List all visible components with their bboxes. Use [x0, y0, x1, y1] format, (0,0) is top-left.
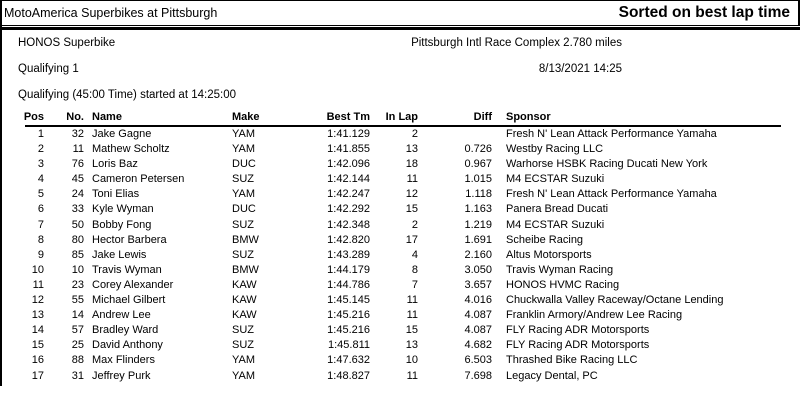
in-lap-cell: 10 [405, 354, 418, 367]
table-header-row [0, 107, 800, 127]
in-lap-cell: 11 [406, 294, 418, 307]
best-time-cell: 1:41.129 [327, 128, 370, 140]
sponsor-cell: Westby Racing LLC [506, 143, 604, 156]
make-cell: YAM [232, 128, 256, 140]
name-cell: Andrew Lee [92, 309, 151, 322]
event-info [0, 37, 800, 115]
make-cell: KAW [232, 294, 257, 307]
table-row [0, 293, 800, 308]
name-cell: Jake Gagne [92, 128, 152, 140]
in-lap-cell: 13 [405, 339, 418, 352]
column-header-sponsor: Sponsor [506, 111, 551, 123]
in-lap-cell: 15 [405, 203, 418, 216]
make-cell: KAW [232, 309, 257, 322]
in-lap-cell: 12 [405, 188, 418, 201]
best-time-cell: 1:44.179 [327, 263, 370, 276]
sponsor-cell: Chuckwalla Valley Raceway/Octane Lending [506, 294, 724, 307]
best-time-cell: 1:44.786 [327, 278, 370, 291]
diff-cell: 7.698 [464, 369, 492, 382]
number-cell: 24 [71, 188, 84, 201]
session-datetime: 8/13/2021 14:25 [538, 63, 622, 75]
number-cell: 14 [71, 309, 84, 322]
name-cell: Loris Baz [92, 158, 138, 171]
diff-cell: 1.219 [464, 218, 492, 231]
sponsor-cell: M4 ECSTAR Suzuki [506, 173, 605, 186]
number-cell: 55 [71, 294, 84, 307]
name-cell: Kyle Wyman [92, 203, 154, 216]
diff-cell: 3.657 [464, 278, 492, 291]
table-row [0, 157, 800, 172]
name-cell: Hector Barbera [92, 233, 167, 246]
make-cell: DUC [232, 158, 256, 171]
name-cell: Cameron Petersen [92, 173, 185, 186]
column-header-diff: Diff [473, 111, 492, 123]
diff-cell: 1.015 [464, 173, 492, 186]
number-cell: 25 [71, 339, 84, 352]
pos-cell: 13 [31, 309, 44, 322]
sponsor-cell: Warhorse HSBK Racing Ducati New York [506, 158, 708, 171]
best-time-cell: 1:42.144 [327, 173, 370, 186]
table-row [0, 233, 800, 248]
in-lap-cell: 11 [406, 173, 418, 186]
sponsor-cell: Franklin Armory/Andrew Lee Racing [506, 309, 683, 322]
sponsor-cell: FLY Racing ADR Motorsports [506, 324, 650, 337]
number-cell: 76 [71, 158, 84, 171]
pos-cell: 10 [31, 263, 44, 276]
best-time-cell: 1:43.289 [327, 248, 370, 261]
pos-cell: 17 [31, 369, 44, 382]
name-cell: Bradley Ward [92, 324, 159, 337]
best-time-cell: 1:45.216 [327, 309, 370, 322]
name-cell: Toni Elias [92, 188, 140, 201]
sponsor-cell: Travis Wyman Racing [506, 263, 614, 276]
diff-cell: 1.691 [464, 233, 492, 246]
best-time-cell: 1:42.096 [327, 158, 370, 171]
table-row [0, 127, 800, 142]
diff-cell: 3.050 [464, 263, 492, 276]
pos-cell: 4 [37, 173, 44, 186]
diff-cell: 4.087 [464, 309, 492, 322]
number-cell: 80 [71, 233, 84, 246]
name-cell: Travis Wyman [92, 263, 162, 276]
number-cell: 85 [71, 248, 84, 261]
table-row [0, 278, 800, 293]
make-cell: SUZ [232, 248, 254, 261]
table-row [0, 353, 800, 368]
best-time-cell: 1:42.348 [327, 218, 370, 231]
number-cell: 50 [71, 218, 84, 231]
best-time-cell: 1:48.827 [327, 369, 370, 382]
title-band-thick-rule [0, 27, 800, 30]
table-row [0, 218, 800, 233]
table-row [0, 323, 800, 338]
in-lap-cell: 13 [405, 143, 418, 156]
sponsor-cell: Thrashed Bike Racing LLC [506, 354, 638, 367]
make-cell: YAM [232, 188, 256, 201]
diff-cell [420, 127, 494, 142]
in-lap-cell: 11 [406, 309, 418, 322]
best-time-cell: 1:45.145 [327, 294, 370, 307]
sponsor-cell: Fresh N' Lean Attack Performance Yamaha [506, 188, 717, 201]
diff-cell: 4.682 [464, 339, 492, 352]
in-lap-cell: 18 [405, 158, 418, 171]
number-cell: 31 [71, 369, 84, 382]
name-cell: David Anthony [92, 339, 163, 352]
make-cell: BMW [232, 263, 259, 276]
best-time-cell: 1:42.820 [327, 233, 370, 246]
table-row [0, 202, 800, 217]
number-cell: 32 [71, 128, 84, 140]
in-lap-cell: 7 [411, 278, 418, 291]
number-cell: 11 [72, 143, 84, 156]
pos-cell: 5 [37, 188, 44, 201]
pos-cell: 3 [37, 158, 44, 171]
best-time-cell: 1:42.292 [327, 203, 370, 216]
in-lap-cell: 4 [411, 248, 418, 261]
name-cell: Bobby Fong [92, 218, 152, 231]
report-title: MotoAmerica Superbikes at Pittsburgh [4, 6, 218, 20]
best-time-cell: 1:47.632 [327, 354, 370, 367]
diff-cell: 6.503 [464, 354, 492, 367]
name-cell: Max Flinders [92, 354, 155, 367]
pos-cell: 12 [31, 294, 44, 307]
sponsor-cell: FLY Racing ADR Motorsports [506, 339, 650, 352]
diff-cell: 0.726 [464, 143, 492, 156]
in-lap-cell: 15 [405, 324, 418, 337]
pos-cell: 11 [32, 278, 44, 291]
pos-cell: 9 [37, 248, 44, 261]
make-cell: BMW [232, 233, 259, 246]
name-cell: Jeffrey Purk [92, 369, 151, 382]
pos-cell: 14 [31, 324, 44, 337]
table-row [0, 248, 800, 263]
number-cell: 88 [71, 354, 84, 367]
best-time-cell: 1:45.216 [327, 324, 370, 337]
table-row [0, 172, 800, 187]
table-row [0, 263, 800, 278]
table-row [0, 369, 800, 384]
number-cell: 57 [71, 324, 84, 337]
name-cell: Jake Lewis [92, 248, 147, 261]
best-time-cell: 1:41.855 [327, 143, 370, 156]
number-cell: 23 [71, 278, 84, 291]
best-time-cell: 1:42.247 [327, 188, 370, 201]
number-cell: 45 [71, 173, 84, 186]
name-cell: Corey Alexander [92, 278, 174, 291]
session-name: Qualifying 1 [18, 63, 79, 75]
results-section [0, 107, 800, 384]
best-time-cell: 1:45.811 [327, 339, 370, 352]
column-header-make: Make [232, 111, 260, 123]
title-band [0, 0, 800, 26]
sponsor-cell: Fresh N' Lean Attack Performance Yamaha [506, 128, 717, 140]
sponsor-cell: Scheibe Racing [506, 233, 584, 246]
diff-cell: 1.163 [464, 203, 492, 216]
diff-cell: 4.087 [464, 324, 492, 337]
column-header-best-time: Best Tm [326, 111, 370, 123]
diff-cell: 1.118 [465, 188, 492, 201]
column-header-name: Name [92, 111, 122, 123]
make-cell: YAM [232, 143, 256, 156]
column-header-number: No. [66, 111, 84, 123]
sort-order-label: Sorted on best lap time [618, 4, 790, 21]
diff-cell: 2.160 [464, 248, 492, 261]
make-cell: SUZ [232, 324, 254, 337]
diff-cell: 4.016 [464, 294, 492, 307]
make-cell: KAW [232, 278, 257, 291]
column-header-pos: Pos [23, 111, 44, 123]
make-cell: SUZ [232, 218, 254, 231]
make-cell: DUC [232, 203, 256, 216]
column-header-in-lap: In Lap [385, 111, 418, 123]
in-lap-cell: 8 [411, 263, 418, 276]
make-cell: SUZ [232, 339, 254, 352]
pos-cell: 1 [37, 128, 44, 140]
sponsor-cell: Altus Motorsports [506, 248, 592, 261]
number-cell: 33 [71, 203, 84, 216]
pos-cell: 6 [37, 203, 44, 216]
name-cell: Mathew Scholtz [92, 143, 170, 156]
pos-cell: 2 [37, 143, 44, 156]
name-cell: Michael Gilbert [92, 294, 166, 307]
session-detail: Qualifying (45:00 Time) started at 14:25:00 [18, 89, 236, 101]
table-row [0, 308, 800, 323]
table-row [0, 338, 800, 353]
diff-cell: 0.967 [464, 158, 492, 171]
in-lap-cell: 2 [411, 128, 418, 140]
results-table [0, 107, 800, 384]
event-info-row-2 [0, 63, 800, 76]
in-lap-cell: 17 [405, 233, 418, 246]
table-row [0, 142, 800, 157]
table-header-underline [25, 125, 781, 127]
pos-cell: 8 [37, 233, 44, 246]
number-cell: 10 [71, 263, 84, 276]
sponsor-cell: Legacy Dental, PC [506, 369, 598, 382]
event-info-row-3 [0, 89, 800, 102]
sponsor-cell: Panera Bread Ducati [506, 203, 609, 216]
make-cell: SUZ [232, 173, 254, 186]
make-cell: YAM [232, 369, 256, 382]
pos-cell: 15 [31, 339, 44, 352]
in-lap-cell: 2 [411, 218, 418, 231]
in-lap-cell: 11 [406, 369, 418, 382]
sponsor-cell: M4 ECSTAR Suzuki [506, 218, 605, 231]
class-name: HONOS Superbike [18, 37, 116, 49]
event-info-row-1 [0, 37, 800, 50]
make-cell: YAM [232, 354, 256, 367]
track-name: Pittsburgh Intl Race Complex 2.780 miles [411, 37, 622, 49]
pos-cell: 16 [31, 354, 44, 367]
sponsor-cell: HONOS HVMC Racing [506, 278, 620, 291]
pos-cell: 7 [37, 218, 44, 231]
table-row [0, 187, 800, 202]
